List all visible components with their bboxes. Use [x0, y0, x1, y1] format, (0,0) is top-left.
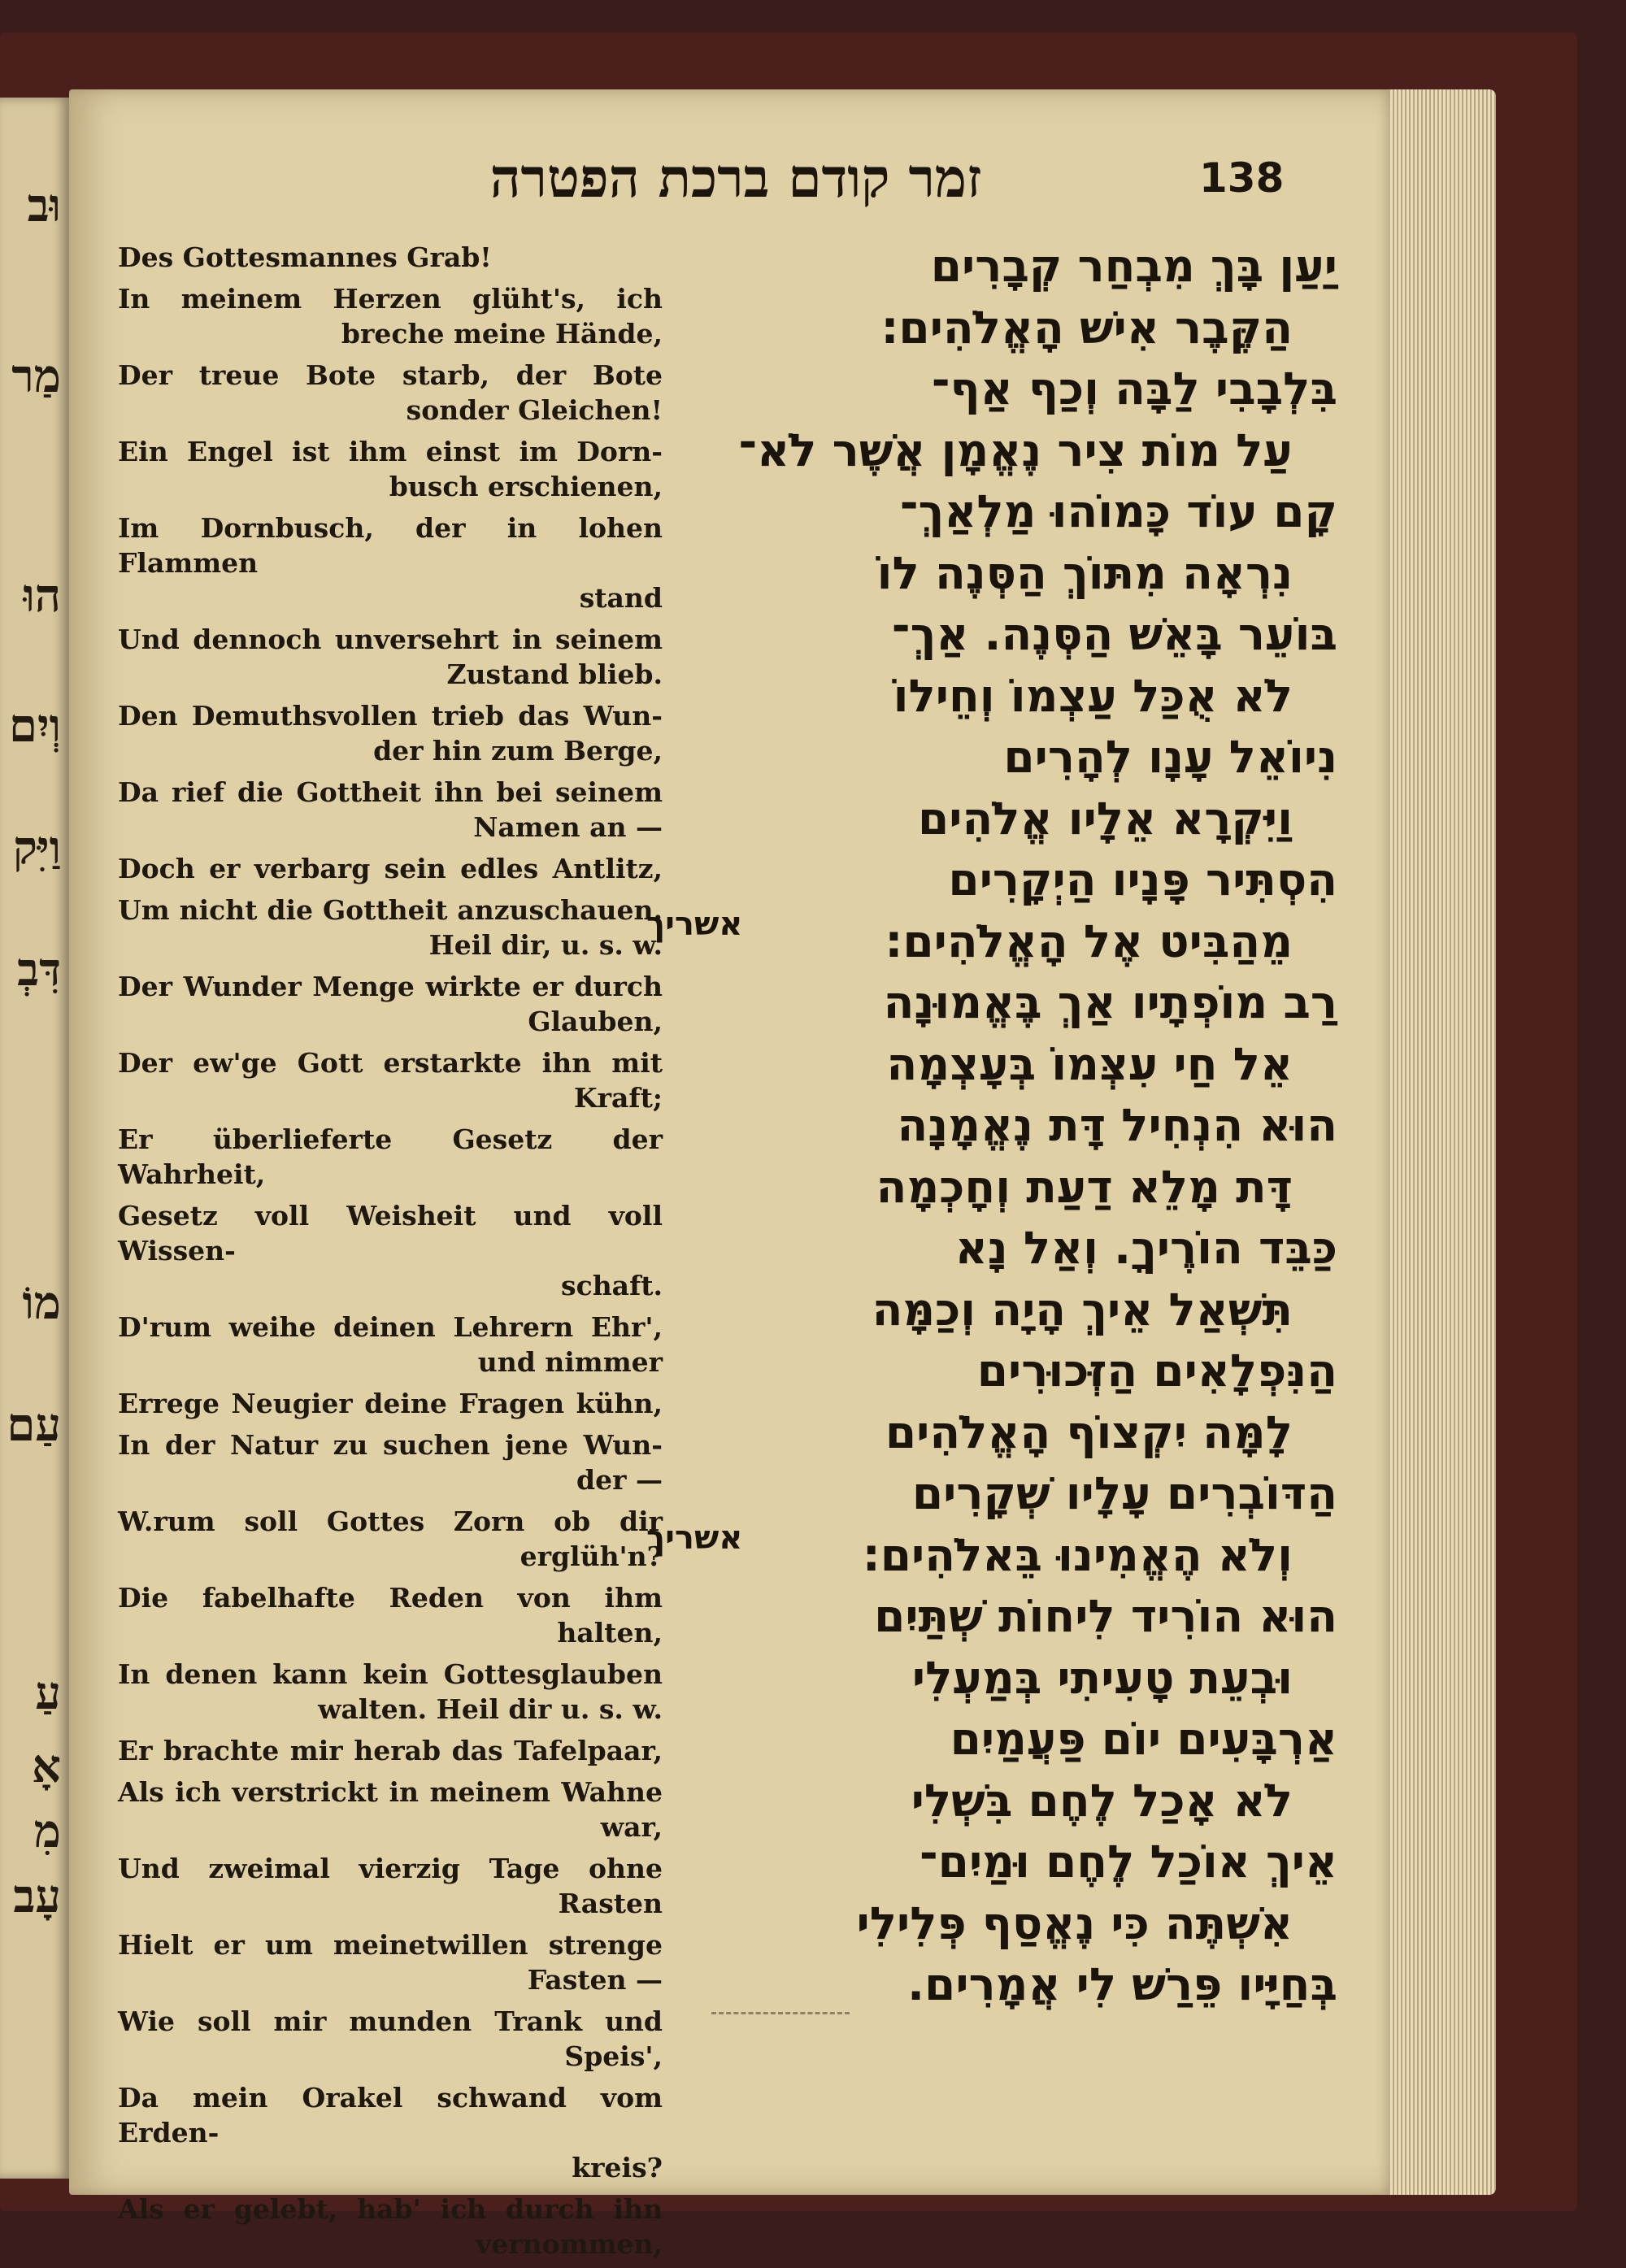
german-verse-line: Er brachte mir herab das Tafelpaar,: [118, 1735, 663, 1766]
hebrew-verse-line: תִּשְׁאַל אֵיךְ הָיָה וְכַמָּה: [872, 1283, 1293, 1336]
german-verse-continuation: breche meine Hände,: [341, 318, 663, 350]
hebrew-verse-line: נִיוֹאֵל עָנָו לְהָרִים: [1003, 731, 1337, 783]
refrain-label: אשריך: [646, 1519, 743, 1557]
hebrew-verse-line: הַקֶּבֶר אִישׁ הָאֱלֹהִים:: [880, 301, 1293, 354]
german-verse-continuation: walten. Heil dir u. s. w.: [318, 1693, 663, 1725]
german-verse-continuation: vernommen,: [476, 2228, 663, 2260]
german-verse: [118, 1504, 663, 1574]
german-verse: [118, 1927, 663, 1997]
german-verse: [118, 1386, 663, 1421]
german-verse: [118, 358, 663, 428]
page-header: [69, 146, 1390, 228]
german-verse-line: In der Natur zu suchen jene Wun-: [118, 1429, 663, 1461]
german-verse: [118, 1122, 663, 1192]
hebrew-verse-line: הוּא הִנְחִיל דָּת נֶאֱמָנָה: [897, 1099, 1337, 1151]
prev-page-fragment: אָ: [32, 1740, 61, 1793]
page-edges: [1382, 89, 1496, 2195]
german-verse-line: Die fabelhafte Reden von ihm: [118, 1582, 663, 1614]
german-verse: [118, 1045, 663, 1115]
german-verse: [118, 1733, 663, 1768]
german-verse: [118, 281, 663, 351]
german-verse: [118, 851, 663, 886]
german-verse-line: W.rum soll Gottes Zorn ob dir: [118, 1505, 663, 1537]
hebrew-verse-line: וְלֹא הֶאֱמִינוּ בֵּאלֹהִים:: [862, 1528, 1293, 1581]
german-verse-line: Im Dornbusch, der in lohen Flammen: [118, 512, 663, 579]
german-verse-continuation: erglüh'n?: [520, 1540, 663, 1572]
hebrew-verse-line: מֵהַבִּיט אֶל הָאֱלֹהִים:: [885, 915, 1293, 967]
hebrew-verse-line: לֹא אֻכַּל עַצְמוֹ וְחֵילוֹ: [893, 669, 1293, 722]
german-verse-continuation: sonder Gleichen!: [406, 394, 663, 426]
german-verse-line: Da mein Orakel schwand vom Erden-: [118, 2082, 663, 2149]
hebrew-verse-line: עַל מוֹת צִיר נֶאֱמָן אֲשֶׁר לֹא־: [738, 424, 1293, 476]
german-verse-line: Hielt er um meinetwillen strenge: [118, 1929, 663, 1961]
hebrew-verse-line: אַרְבָּעִים יוֹם פַּעֲמַיִם: [950, 1713, 1337, 1765]
german-translation-column: [118, 240, 663, 2268]
german-verse-continuation: und nimmer: [477, 1346, 663, 1378]
german-verse-line: Ein Engel ist ihm einst im Dorn-: [118, 436, 663, 467]
prev-page-fragment: וְיִם: [9, 699, 61, 753]
hebrew-verse-line: וּבְעֵת טָעִיתִי בְּמַעְלִי: [911, 1651, 1293, 1704]
hebrew-verse-line: נִרְאָה מִתּוֹךְ הַסְּנֶה לוֹ: [876, 546, 1293, 599]
hebrew-poem-column: [654, 236, 1337, 2016]
prev-page-fragment: עַ: [35, 1666, 61, 1720]
german-verse-line: Und zweimal vierzig Tage ohne: [118, 1853, 663, 1884]
german-verse-continuation: Glauben,: [528, 1006, 663, 1037]
german-verse-continuation: kreis?: [572, 2152, 663, 2183]
german-verse-line: Den Demuthsvollen trieb das Wun-: [118, 700, 663, 732]
prev-page-fragment: עָב: [13, 1870, 61, 1923]
hebrew-verse-line: בּוֹעֵר בָּאֵשׁ הַסְּנֶה. אַךְ־: [891, 608, 1337, 660]
refrain-label: אשריך: [646, 906, 743, 943]
page-number: 138: [1199, 154, 1285, 202]
hebrew-verse-line: לֹא אָכַל לֶחֶם בִּשְׁלִי: [911, 1774, 1293, 1827]
german-verse-line: Der treue Bote starb, der Bote: [118, 359, 663, 391]
german-verse-continuation: Heil dir, u. s. w.: [428, 929, 663, 961]
german-verse: [118, 2004, 663, 2074]
german-verse-continuation: halten,: [557, 1617, 663, 1649]
prev-page-fragment: עַם: [7, 1398, 61, 1452]
german-verse-line: Errege Neugier deine Fragen kühn,: [118, 1388, 663, 1419]
german-verse: [118, 1310, 663, 1379]
hebrew-verse-line: אֵל חַי עִצְּמוֹ בְּעָצְמָה: [886, 1037, 1293, 1090]
book-page: [69, 89, 1390, 2260]
german-verse-line: Doch er verbarg sein edles Antlitz,: [118, 853, 663, 884]
german-verse-continuation: Speis',: [564, 2040, 663, 2072]
german-verse-continuation: der hin zum Berge,: [373, 735, 663, 767]
german-verse-line: Um nicht die Gottheit anzuschauen.: [118, 894, 663, 926]
prev-page-fragment: מוֹ: [22, 1276, 61, 1330]
german-verse: [118, 1775, 663, 1844]
german-verse-line: Als ich verstrickt in meinem Wahne: [118, 1776, 663, 1808]
german-verse-line: D'rum weihe deinen Lehrern Ehr',: [118, 1311, 663, 1343]
prev-page-fragment: הוּ: [23, 569, 61, 623]
german-verse: [118, 240, 663, 275]
hebrew-verse-line: הַנִּפְלָאִים הַזְּכוּרִים: [976, 1345, 1337, 1397]
german-verse-line: Des Gottesmannes Grab!: [118, 241, 492, 273]
german-verse-line: Und dennoch unversehrt in seinem: [118, 623, 663, 655]
german-verse: [118, 2080, 663, 2185]
hebrew-verse-line: קָם עוֹד כָּמוֹהוּ מַלְאַךְ־: [899, 485, 1337, 537]
german-verse: [118, 1198, 663, 1303]
hebrew-verse-line: לָמָּה יִקְצוֹף הָאֱלֹהִים: [885, 1406, 1293, 1458]
footer-rule: [711, 2012, 850, 2014]
german-verse-continuation: Namen an —: [473, 811, 663, 843]
hebrew-verse-line: אִשְׁתֶּה כִּי נֶאֱסַף פְּלִילִי: [856, 1897, 1293, 1949]
prev-page-fragment: וּב: [27, 179, 61, 232]
hebrew-verse-line: וַיִּקְרָא אֵלָיו אֱלֹהִים: [917, 792, 1293, 845]
german-verse: [118, 622, 663, 692]
hebrew-verse-line: הַדּוֹבְרִים עָלָיו שְׁקָרִים: [911, 1467, 1337, 1519]
prev-page-fragment: מִ: [33, 1805, 61, 1858]
german-verse: [118, 1580, 663, 1650]
german-verse-continuation: Rasten: [558, 1888, 663, 1919]
german-verse: [118, 1851, 663, 1921]
german-verse-continuation: Zustand blieb.: [446, 658, 663, 690]
german-verse-line: In meinem Herzen glüht's, ich: [118, 283, 663, 315]
german-verse-continuation: stand: [579, 582, 663, 614]
german-verse-line: In denen kann kein Gottesglauben: [118, 1658, 663, 1690]
german-verse: [118, 698, 663, 768]
german-verse: [118, 969, 663, 1039]
hebrew-verse-line: אֵיךְ אוֹכַל לֶחֶם וּמַיִם־: [919, 1836, 1337, 1888]
hebrew-verse-line: בִּלְבָבִי לַבָּה וְכַף אַף־: [931, 363, 1337, 415]
previous-page-edge: [0, 98, 69, 2179]
hebrew-verse-line: רַב מוֹפְתָיו אַךְ בֶּאֱמוּנָה: [883, 976, 1337, 1028]
german-verse-line: Gesetz voll Weisheit und voll Wissen-: [118, 1200, 663, 1267]
german-verse-line: Der ew'ge Gott erstarkte ihn mit: [118, 1047, 663, 1079]
german-verse-continuation: busch erschienen,: [389, 471, 663, 502]
prev-page-fragment: מַר: [11, 350, 61, 403]
german-verse-continuation: Fasten —: [527, 1964, 663, 1996]
german-verse: [118, 775, 663, 845]
german-verse-line: Als er gelebt, hab' ich durch ihn: [118, 2193, 663, 2225]
german-verse-continuation: war,: [600, 1811, 663, 1843]
running-head: זמר קודם ברכת הפטרה: [489, 146, 982, 210]
hebrew-verse-line: הִסְתִּיר פָּנָיו הַיְקָרִים: [948, 854, 1337, 906]
german-verse-line: Der Wunder Menge wirkte er durch: [118, 971, 663, 1002]
prev-page-fragment: וַיִּק: [13, 821, 61, 875]
hebrew-verse-line: הוּא הוֹרִיד לִיחוֹת שְׁתַּיִם: [874, 1590, 1337, 1642]
hebrew-verse-line: דָּת מָלֵא דַעַת וְחָכְמָה: [876, 1160, 1293, 1213]
hebrew-verse-line: כַּבֵּד הוֹרֶיךָ. וְאַל נָא: [954, 1222, 1337, 1274]
german-verse-continuation: schaft.: [561, 1270, 663, 1301]
german-verse: [118, 2192, 663, 2261]
prev-page-fragment: דִּבְ: [17, 943, 61, 997]
german-verse: [118, 434, 663, 504]
hebrew-verse-line: יַעַן בָּךְ מִבְחַר קְבָרִים: [930, 240, 1337, 292]
german-verse: [118, 511, 663, 615]
german-verse-line: Da rief die Gottheit ihn bei seinem: [118, 776, 663, 808]
german-verse-line: Wie soll mir munden Trank und: [118, 2005, 663, 2037]
german-verse: [118, 893, 663, 962]
german-verse-continuation: Kraft;: [573, 1082, 663, 1114]
german-verse: [118, 1657, 663, 1727]
german-verse: [118, 1427, 663, 1497]
hebrew-verse-line: בְּחַיָּיו פֵּרַשׁ לִי אֲמָרִים.: [907, 1958, 1337, 2010]
german-verse-line: Er überlieferte Gesetz der Wahrheit,: [118, 1123, 663, 1190]
german-verse-continuation: der —: [576, 1464, 663, 1496]
